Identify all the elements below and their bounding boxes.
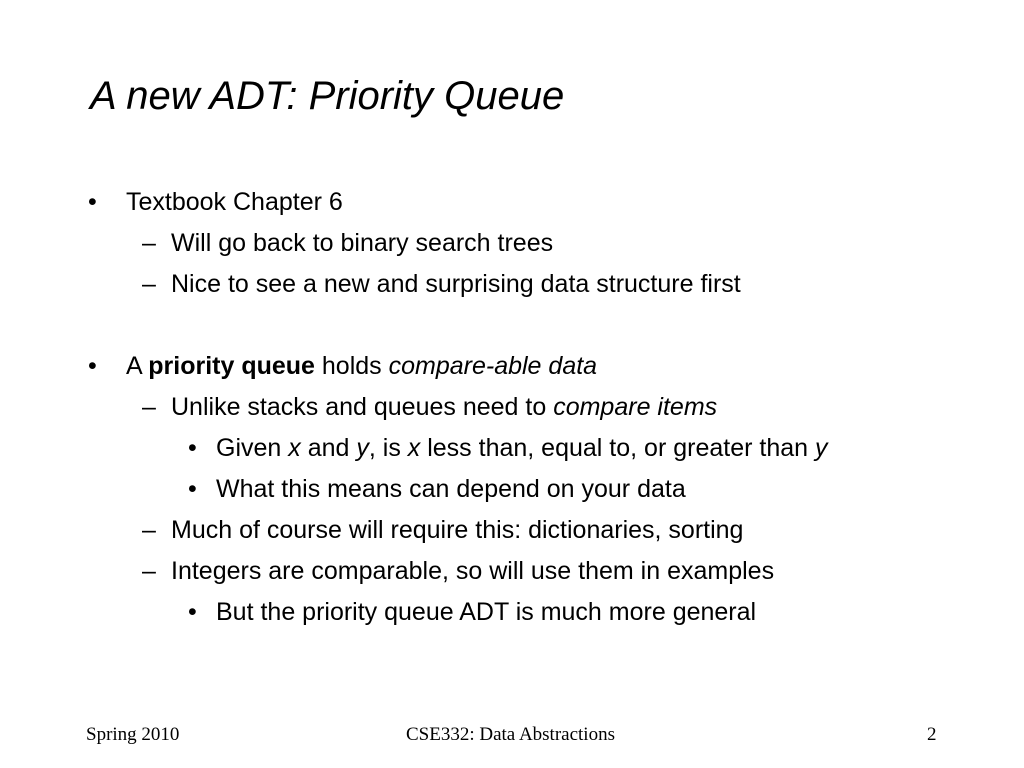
text-run: holds	[314, 352, 389, 380]
text-run: Given	[216, 434, 289, 462]
bullet-textbook-chapter: Textbook Chapter 6	[126, 188, 343, 216]
sub-bullet-compare-items	[171, 392, 717, 422]
dash-marker: –	[142, 557, 156, 585]
var-y: y	[356, 434, 369, 462]
dash-marker: –	[142, 393, 156, 421]
sub-bullet-dictionaries-sorting: Much of course will require this: dictionaries, sorting	[171, 516, 744, 544]
text-run: , is	[368, 434, 408, 462]
bullet-marker: •	[188, 434, 197, 462]
slide-title: A new ADT: Priority Queue	[90, 74, 565, 118]
var-x: x	[288, 434, 301, 462]
dash-marker: –	[142, 229, 156, 257]
sub-sub-bullet-more-general: But the priority queue ADT is much more general	[216, 598, 757, 626]
text-run: Unlike stacks and queues need to	[171, 393, 554, 421]
bullet-marker: •	[188, 475, 197, 503]
text-run: A	[126, 352, 149, 380]
dash-marker: –	[142, 270, 156, 298]
italic-term-compare-items: compare items	[553, 393, 718, 421]
dash-marker: –	[142, 516, 156, 544]
sub-sub-bullet-depends-on-data: What this means can depend on your data	[216, 475, 686, 503]
footer-page-number: 2	[927, 724, 937, 745]
sub-sub-bullet-given-x-and-y	[216, 433, 827, 463]
bullet-priority-queue	[126, 351, 597, 381]
sub-bullet-new-data-structure: Nice to see a new and surprising data structure first	[171, 270, 741, 298]
footer-course-title: CSE332: Data Abstractions	[406, 724, 615, 745]
bullet-marker: •	[88, 352, 97, 380]
var-x: x	[407, 434, 421, 462]
bullet-marker: •	[88, 188, 97, 216]
bullet-marker: •	[188, 598, 197, 626]
footer-date: Spring 2010	[86, 724, 180, 745]
var-y: y	[814, 434, 828, 462]
bold-term-priority-queue: priority queue	[148, 352, 315, 380]
italic-term-compare-able-data: compare-able data	[388, 352, 598, 380]
text-run: and	[300, 434, 357, 462]
sub-bullet-binary-search-trees: Will go back to binary search trees	[171, 229, 554, 257]
sub-bullet-integers-comparable: Integers are comparable, so will use them in examples	[171, 557, 775, 585]
text-run: less than, equal to, or greater than	[420, 434, 815, 462]
